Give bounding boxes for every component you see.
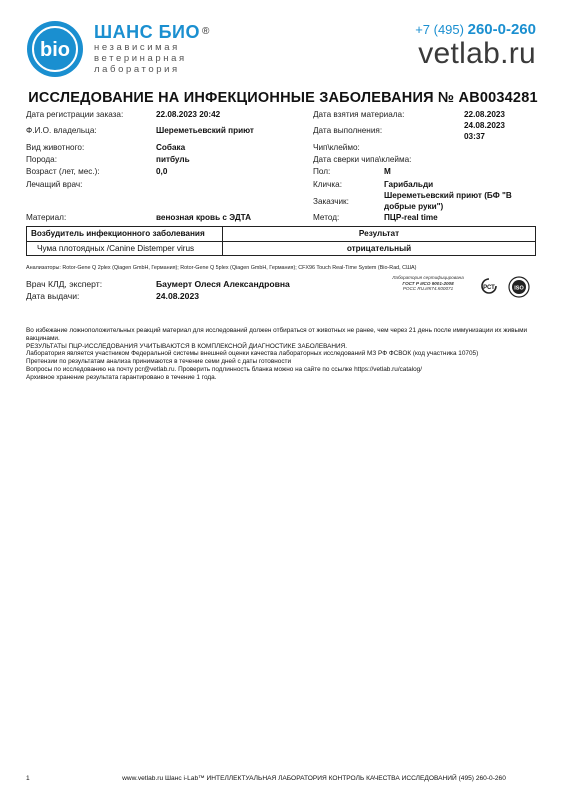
- brand-subtitle-2: ветеринарная: [94, 53, 187, 64]
- notes-block: [26, 327, 540, 382]
- breed-label: Порода:: [26, 155, 57, 164]
- done-date-value: 24.08.2023: [464, 121, 505, 130]
- header-result: Результат: [358, 229, 400, 238]
- sample-date-value: 22.08.2023: [464, 110, 505, 119]
- material-label: Материал:: [26, 213, 67, 222]
- chip-label: Чип\клеймо:: [313, 143, 360, 152]
- certification-text: Лаборатория сертифицирована ГОСТ Р ИСО 9001-2008 РОСС RU.ИК74.К00071: [392, 275, 464, 292]
- note-claims: Претензии по результатам анализа принимаются в течение семи дней с даты готовности: [26, 358, 292, 366]
- owner-value: Шереметьевский приют: [156, 126, 254, 135]
- site-link[interactable]: vetlab.ru: [418, 37, 536, 70]
- species-label: Вид животного:: [26, 143, 85, 152]
- nickname-value: Гарибальди: [384, 180, 434, 189]
- done-date-label: Дата выполнения:: [313, 126, 383, 135]
- age-label: Возраст (лет, мес.):: [26, 167, 100, 176]
- sex-label: Пол:: [313, 167, 331, 176]
- issue-date-label: Дата выдачи:: [26, 291, 80, 301]
- bio-logo-icon: [26, 20, 84, 78]
- footer-text: www.vetlab.ru Шанс i-Lab™ ИНТЕЛЛЕКТУАЛЬНАЯ ЛАБОРАТОРИЯ КОНТРОЛЬ КАЧЕСТВА ИССЛЕДОВАНИЙ (495) 260-0-260: [122, 775, 506, 782]
- reg-date-label: Дата регистрации заказа:: [26, 110, 124, 119]
- rst-certification-icon: [479, 278, 499, 294]
- species-value: Собака: [156, 143, 186, 152]
- pathogen-cell: Чума плотоядных /Canine Distemper virus: [27, 242, 223, 255]
- nickname-label: Кличка:: [313, 180, 342, 189]
- issue-date-value: 24.08.2023: [156, 291, 200, 301]
- expert-label: Врач КЛД, эксперт:: [26, 279, 103, 289]
- note-fsvok: Лаборатория является участником Федеральной системы внешней оценки качества лабораторных исследований МЗ РФ ФСВОК (код участника 10705): [26, 350, 479, 358]
- reg-date-value: 22.08.2023 20:42: [156, 110, 221, 119]
- svg-text:ISO: ISO: [514, 285, 524, 292]
- note-questions[interactable]: Вопросы по исследованию на почту pcr@vetlab.ru. Проверить подлинность бланка можно на сайте по ссылке https://vetlab.ru/catalog/: [26, 365, 422, 373]
- brand-name: ШАНС БИО ®: [94, 22, 210, 42]
- svg-text:РСТ: РСТ: [483, 285, 495, 291]
- customer-value-line1: Шереметьевский приют (БФ "В: [384, 191, 512, 200]
- method-label: Метод:: [313, 213, 340, 222]
- vet-label: Лечащий врач:: [26, 180, 83, 189]
- iso-certification-icon: [508, 276, 530, 298]
- done-time-value: 03:37: [464, 132, 485, 141]
- contacts-block: [415, 22, 536, 70]
- age-value: 0,0: [156, 167, 168, 176]
- sex-value: М: [384, 167, 391, 176]
- results-header-row: [27, 227, 535, 241]
- header-pathogen: Возбудитель инфекционного заболевания: [27, 227, 223, 241]
- page-number: 1: [26, 775, 30, 782]
- breed-value: питбуль: [156, 155, 190, 164]
- phone[interactable]: +7 (495) 260-0-260: [415, 21, 536, 38]
- note-complex-diagnostics: РЕЗУЛЬТАТЫ ПЦР-ИССЛЕДОВАНИЯ УЧИТЫВАЮТСЯ В КОМПЛЕКСНОЙ ДИАГНОСТИКЕ ЗАБОЛЕВАНИЯ.: [26, 342, 347, 350]
- expert-value: Баумерт Олеся Александровна: [156, 279, 290, 289]
- result-cell: отрицательный: [346, 244, 412, 253]
- material-value: венозная кровь с ЭДТА: [156, 213, 252, 222]
- brand-subtitle-1: независимая: [94, 42, 180, 53]
- method-value: ПЦР-real time: [384, 213, 438, 222]
- owner-label: Ф.И.О. владельца:: [26, 126, 97, 135]
- table-row: [27, 241, 535, 255]
- note-vaccination: Во избежание ложноположительных реакций материал для исследований должен отбираться от животных не ранее, чем через 21 день после иммунизации их живыми вакцинами.: [26, 327, 528, 342]
- registered-mark: ®: [201, 26, 210, 37]
- results-table: [26, 226, 536, 256]
- brand-subtitle-3: лаборатория: [94, 64, 180, 75]
- note-archive: Архивное хранение результата гарантировано в течение 1 года.: [26, 373, 217, 381]
- report-title: ИССЛЕДОВАНИЕ НА ИНФЕКЦИОННЫЕ ЗАБОЛЕВАНИЯ № AB0034281: [28, 90, 538, 106]
- customer-label: Заказчик:: [313, 197, 349, 206]
- customer-value-line2: добрые руки"): [384, 202, 444, 211]
- sample-date-label: Дата взятия материала:: [313, 110, 405, 119]
- brand-block: [94, 22, 210, 75]
- logo-text: bio: [40, 39, 70, 61]
- analyzers-note: Анализаторы: Rotor-Gene Q 2plex (Qiagen GmbH, Германия); Rotor-Gene Q 5plex (Qiagen GmbH, Германия); CFX96 Touch Real-Time System (Bio-Rad, США): [26, 265, 417, 271]
- chip-check-label: Дата сверки чипа\клейма:: [313, 155, 412, 164]
